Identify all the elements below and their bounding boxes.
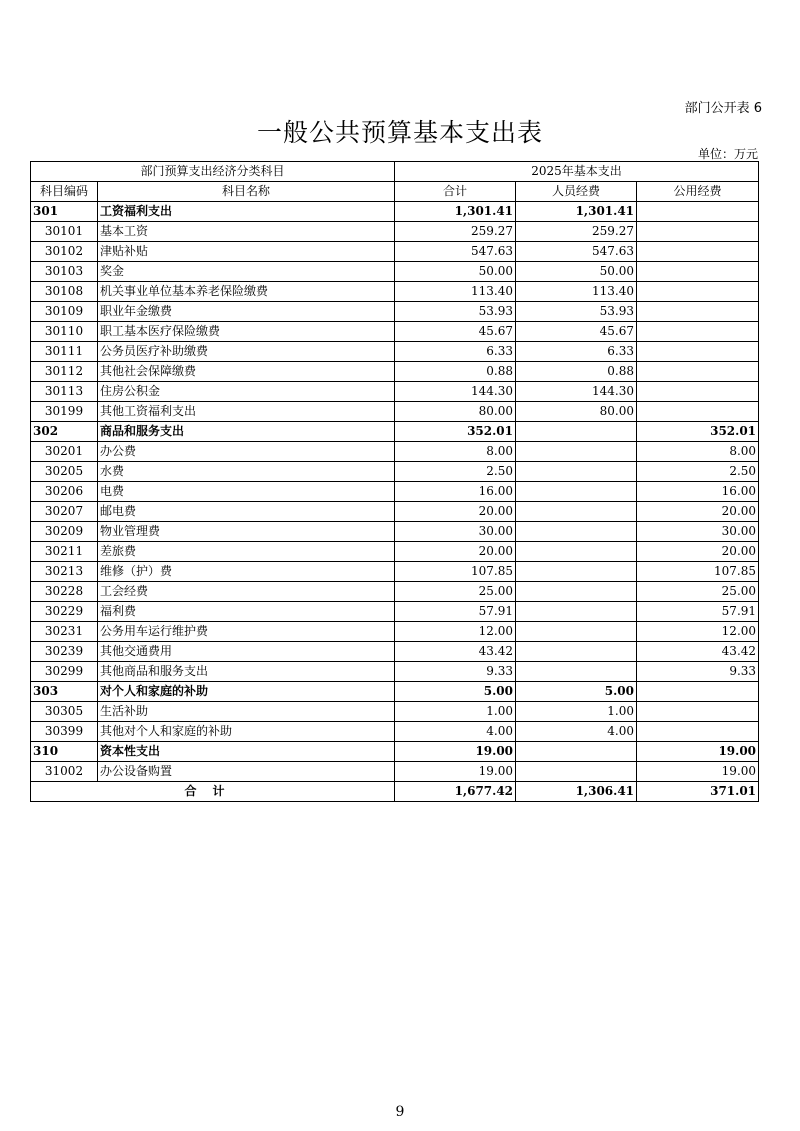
table-row (31, 242, 759, 262)
page-number: 9 (395, 1104, 405, 1120)
column-header-name: 科目名称 (98, 182, 395, 202)
row-total: 43.42 (395, 642, 516, 662)
row-total: 20.00 (395, 542, 516, 562)
table-row (31, 322, 759, 342)
row-public (637, 302, 759, 322)
row-total: 19.00 (395, 742, 516, 762)
row-personnel: 5.00 (516, 682, 637, 702)
row-public (637, 282, 759, 302)
row-public (637, 402, 759, 422)
total-cell-public: 371.01 (637, 782, 759, 802)
row-personnel: 80.00 (516, 402, 637, 422)
page-title: 一般公共预算基本支出表 (256, 118, 543, 147)
row-personnel: 144.30 (516, 382, 637, 402)
row-name: 机关事业单位基本养老保险缴费 (98, 282, 395, 302)
row-public (637, 262, 759, 282)
row-total: 1.00 (395, 702, 516, 722)
table-row (31, 202, 759, 222)
row-code: 30205 (31, 462, 98, 482)
row-total: 57.91 (395, 602, 516, 622)
row-total: 144.30 (395, 382, 516, 402)
table-row (31, 222, 759, 242)
row-personnel: 1.00 (516, 702, 637, 722)
row-total: 20.00 (395, 502, 516, 522)
table-row (31, 642, 759, 662)
row-code: 30108 (31, 282, 98, 302)
column-header-row (31, 182, 759, 202)
row-public: 19.00 (637, 742, 759, 762)
row-public: 352.01 (637, 422, 759, 442)
row-code: 30102 (31, 242, 98, 262)
row-name: 公务员医疗补助缴费 (98, 342, 395, 362)
row-name: 资本性支出 (98, 742, 395, 762)
row-personnel: 6.33 (516, 342, 637, 362)
row-name: 办公费 (98, 442, 395, 462)
row-name: 生活补助 (98, 702, 395, 722)
row-public: 30.00 (637, 522, 759, 542)
table-row (31, 362, 759, 382)
table-row (31, 762, 759, 782)
row-personnel (516, 442, 637, 462)
row-name: 水费 (98, 462, 395, 482)
row-personnel (516, 502, 637, 522)
row-code: 30299 (31, 662, 98, 682)
row-total: 16.00 (395, 482, 516, 502)
row-code: 30111 (31, 342, 98, 362)
row-total: 50.00 (395, 262, 516, 282)
row-personnel (516, 522, 637, 542)
row-total: 12.00 (395, 622, 516, 642)
row-public (637, 722, 759, 742)
row-personnel (516, 542, 637, 562)
row-name: 物业管理费 (98, 522, 395, 542)
row-public (637, 222, 759, 242)
table-row (31, 702, 759, 722)
row-code: 30109 (31, 302, 98, 322)
row-personnel: 50.00 (516, 262, 637, 282)
group-header-row (31, 162, 759, 182)
row-personnel (516, 482, 637, 502)
row-name: 电费 (98, 482, 395, 502)
row-name: 维修（护）费 (98, 562, 395, 582)
row-total: 53.93 (395, 302, 516, 322)
table-row (31, 342, 759, 362)
row-code: 30101 (31, 222, 98, 242)
row-public (637, 242, 759, 262)
row-public (637, 202, 759, 222)
row-public: 20.00 (637, 542, 759, 562)
row-public: 25.00 (637, 582, 759, 602)
row-public: 57.91 (637, 602, 759, 622)
row-total: 19.00 (395, 762, 516, 782)
column-header-personnel: 人员经费 (516, 182, 637, 202)
row-public (637, 682, 759, 702)
row-name: 津贴补贴 (98, 242, 395, 262)
row-name: 公务用车运行维护费 (98, 622, 395, 642)
unit-label: 单位：万元 (697, 147, 758, 161)
row-total: 30.00 (395, 522, 516, 542)
table-row (31, 422, 759, 442)
row-personnel: 547.63 (516, 242, 637, 262)
group-header-left: 部门预算支出经济分类科目 (31, 162, 395, 182)
column-header-code: 科目编码 (31, 182, 98, 202)
row-personnel: 53.93 (516, 302, 637, 322)
row-total: 5.00 (395, 682, 516, 702)
row-name: 奖金 (98, 262, 395, 282)
row-code: 30231 (31, 622, 98, 642)
row-code: 310 (31, 742, 98, 762)
row-code: 30211 (31, 542, 98, 562)
row-name: 其他交通费用 (98, 642, 395, 662)
row-code: 30228 (31, 582, 98, 602)
table-row (31, 582, 759, 602)
row-name: 商品和服务支出 (98, 422, 395, 442)
table-row (31, 722, 759, 742)
total-label: 合计 (31, 782, 395, 802)
table-row (31, 742, 759, 762)
table-row (31, 402, 759, 422)
table-row (31, 602, 759, 622)
row-public: 20.00 (637, 502, 759, 522)
table-body (31, 202, 759, 782)
row-name: 福利费 (98, 602, 395, 622)
table-row (31, 262, 759, 282)
row-name: 工会经费 (98, 582, 395, 602)
row-name: 其他社会保障缴费 (98, 362, 395, 382)
row-code: 30113 (31, 382, 98, 402)
row-personnel (516, 462, 637, 482)
row-personnel: 0.88 (516, 362, 637, 382)
row-public: 43.42 (637, 642, 759, 662)
row-personnel (516, 642, 637, 662)
row-name: 其他对个人和家庭的补助 (98, 722, 395, 742)
table-row (31, 282, 759, 302)
row-public: 2.50 (637, 462, 759, 482)
total-cell-personnel: 1,306.41 (516, 782, 637, 802)
budget-table (30, 161, 759, 802)
row-code: 30229 (31, 602, 98, 622)
row-public: 16.00 (637, 482, 759, 502)
row-total: 352.01 (395, 422, 516, 442)
row-name: 其他工资福利支出 (98, 402, 395, 422)
row-name: 工资福利支出 (98, 202, 395, 222)
table-row (31, 482, 759, 502)
row-total: 547.63 (395, 242, 516, 262)
table-row (31, 502, 759, 522)
row-public: 8.00 (637, 442, 759, 462)
row-public: 9.33 (637, 662, 759, 682)
row-code: 31002 (31, 762, 98, 782)
row-total: 6.33 (395, 342, 516, 362)
row-personnel: 259.27 (516, 222, 637, 242)
total-row (31, 782, 759, 802)
row-personnel (516, 422, 637, 442)
row-total: 8.00 (395, 442, 516, 462)
table-row (31, 562, 759, 582)
table-row (31, 302, 759, 322)
row-name: 办公设备购置 (98, 762, 395, 782)
row-code: 30199 (31, 402, 98, 422)
row-public (637, 342, 759, 362)
row-total: 4.00 (395, 722, 516, 742)
row-code: 30399 (31, 722, 98, 742)
table-row (31, 462, 759, 482)
row-name: 基本工资 (98, 222, 395, 242)
row-code: 30239 (31, 642, 98, 662)
row-name: 职工基本医疗保险缴费 (98, 322, 395, 342)
row-public (637, 322, 759, 342)
row-total: 1,301.41 (395, 202, 516, 222)
table-row (31, 442, 759, 462)
table-row (31, 522, 759, 542)
row-public: 19.00 (637, 762, 759, 782)
row-code: 303 (31, 682, 98, 702)
row-code: 30206 (31, 482, 98, 502)
row-personnel (516, 662, 637, 682)
row-public: 107.85 (637, 562, 759, 582)
row-total: 0.88 (395, 362, 516, 382)
column-header-public: 公用经费 (637, 182, 759, 202)
row-public (637, 362, 759, 382)
table-row (31, 662, 759, 682)
row-personnel: 1,301.41 (516, 202, 637, 222)
row-code: 302 (31, 422, 98, 442)
table-row (31, 622, 759, 642)
row-personnel (516, 582, 637, 602)
form-number: 部门公开表 6 (684, 101, 762, 116)
row-total: 2.50 (395, 462, 516, 482)
row-total: 45.67 (395, 322, 516, 342)
group-header-right: 2025年基本支出 (395, 162, 759, 182)
table-row (31, 542, 759, 562)
row-public (637, 382, 759, 402)
row-personnel: 45.67 (516, 322, 637, 342)
row-personnel (516, 742, 637, 762)
row-total: 9.33 (395, 662, 516, 682)
row-code: 30112 (31, 362, 98, 382)
row-code: 30305 (31, 702, 98, 722)
row-public: 12.00 (637, 622, 759, 642)
row-code: 301 (31, 202, 98, 222)
row-code: 30110 (31, 322, 98, 342)
row-total: 107.85 (395, 562, 516, 582)
row-code: 30213 (31, 562, 98, 582)
row-name: 其他商品和服务支出 (98, 662, 395, 682)
total-cell-total: 1,677.42 (395, 782, 516, 802)
row-code: 30209 (31, 522, 98, 542)
row-total: 25.00 (395, 582, 516, 602)
row-name: 差旅费 (98, 542, 395, 562)
row-total: 80.00 (395, 402, 516, 422)
row-total: 259.27 (395, 222, 516, 242)
row-name: 对个人和家庭的补助 (98, 682, 395, 702)
row-code: 30207 (31, 502, 98, 522)
row-personnel (516, 622, 637, 642)
row-personnel: 113.40 (516, 282, 637, 302)
row-personnel (516, 602, 637, 622)
row-personnel (516, 762, 637, 782)
row-code: 30201 (31, 442, 98, 462)
table-row (31, 682, 759, 702)
row-personnel: 4.00 (516, 722, 637, 742)
column-header-total: 合计 (395, 182, 516, 202)
table-row (31, 382, 759, 402)
row-public (637, 702, 759, 722)
row-total: 113.40 (395, 282, 516, 302)
row-name: 职业年金缴费 (98, 302, 395, 322)
row-personnel (516, 562, 637, 582)
row-name: 住房公积金 (98, 382, 395, 402)
row-name: 邮电费 (98, 502, 395, 522)
row-code: 30103 (31, 262, 98, 282)
